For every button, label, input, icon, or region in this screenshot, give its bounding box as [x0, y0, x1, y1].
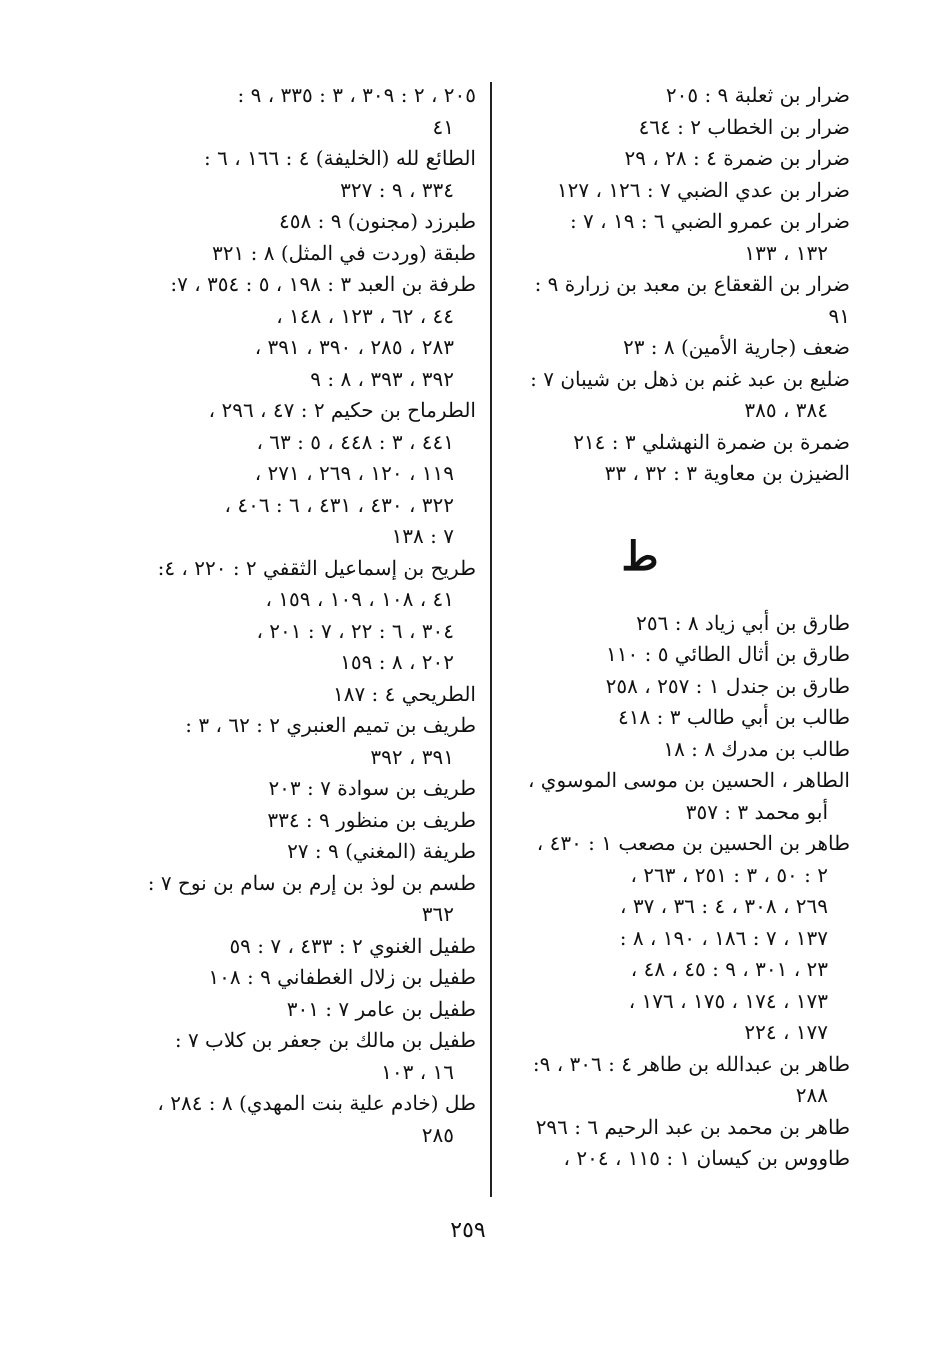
- entry-heading-line: ضرار بن عمرو الضبي ٦ : ١٩ ، ٧ :: [569, 209, 850, 233]
- entry-heading-line: طفيل بن عامر ٧ : ٣٠١: [286, 996, 476, 1021]
- entry-heading-line: ضليع بن عبد غنم بن ذهل بن شيبان ٧ :: [530, 366, 850, 391]
- entry-heading-line: ضمرة بن ضمرة النهشلي ٣ : ٢١٤: [573, 429, 850, 454]
- entry-heading-line: طريف بن منظور ٩ : ٣٣٤: [267, 807, 476, 832]
- entry-continuation-line: ٢٨٨: [795, 1083, 828, 1107]
- entries-ta-section: [520, 608, 850, 1175]
- index-entry: [520, 765, 850, 828]
- entry-heading-line: طاووس بن كيسان ١ : ١١٥ ، ٢٠٤ ،: [563, 1146, 850, 1170]
- index-entry: [520, 828, 850, 1049]
- entry-continuation-line: ٢٦٩ ، ٣٠٨ ، ٤ : ٣٦ ، ٣٧ ،: [620, 894, 828, 918]
- index-entry: [520, 175, 850, 207]
- entry-heading-line: طفيل الغنوي ٢ : ٤٣٣ ، ٧ : ٥٩: [229, 933, 476, 958]
- entry-heading-line: طريف بن تميم العنبري ٢ : ٦٢ ، ٣ :: [185, 713, 476, 737]
- entry-heading-line: طسم بن لوذ بن إرم بن سام بن نوح ٧ :: [147, 870, 476, 895]
- entry-continuation-line: ٣٦٢: [421, 902, 454, 926]
- entry-continuation-line: ٢٠٢ ، ٨ : ١٥٩: [340, 650, 454, 674]
- entry-continuation-line: ٣٩١ ، ٣٩٢: [370, 744, 454, 769]
- entry-continuation-line: ١٦ ، ١٠٣: [381, 1059, 454, 1084]
- entry-heading-line: طبقة (وردت في المثل) ٨ : ٣٢١: [212, 240, 476, 265]
- entry-continuation-line: ٤٤ ، ٦٢ ، ١٢٣ ، ١٤٨ ،: [276, 303, 454, 328]
- entry-continuation-line: ١٧٣ ، ١٧٤ ، ١٧٥ ، ١٧٦ ،: [628, 988, 828, 1013]
- entry-heading-line: طبرزد (مجنون) ٩ : ٤٥٨: [279, 209, 476, 233]
- index-entry: [520, 143, 850, 175]
- index-entry: [136, 679, 476, 711]
- index-entry: [136, 269, 476, 395]
- entry-heading-line: الطرماح بن حكيم ٢ : ٤٧ ، ٢٩٦ ،: [208, 398, 476, 422]
- entry-continuation-line: ٧ : ١٣٨: [391, 524, 454, 548]
- entry-heading-line: طرفة بن العبد ٣ : ١٩٨ ، ٥ : ٣٥٤ ، ٧:: [170, 272, 476, 296]
- entry-continuation-line: ٤١: [432, 114, 454, 139]
- index-entry: [520, 671, 850, 703]
- entry-continuation-line: ٣٣٤ ، ٩ : ٣٢٧: [340, 177, 454, 202]
- entry-heading-line: طالب بن مدرك ٨ : ١٨: [663, 736, 850, 761]
- index-entry: [136, 1025, 476, 1088]
- entry-continuation-line: ١٣٧ ، ٧ : ١٨٦ ، ١٩٠ ، ٨ :: [619, 925, 828, 950]
- index-entry: [520, 80, 850, 112]
- index-entry: [520, 734, 850, 766]
- index-entry: [136, 553, 476, 679]
- entry-continuation-line: ٢٨٥: [421, 1122, 454, 1147]
- column-divider: [490, 82, 492, 1197]
- index-entry: [520, 639, 850, 671]
- index-entry: [136, 710, 476, 773]
- index-entry: [520, 458, 850, 490]
- index-entry: [520, 702, 850, 734]
- index-entry: [136, 994, 476, 1026]
- entry-continuation-line: ٣٨٤ ، ٣٨٥: [744, 398, 828, 422]
- entry-heading-line: ضرار بن عدي الضبي ٧ : ١٢٦ ، ١٢٧: [556, 177, 850, 202]
- page-number: ٢٥٩: [450, 1218, 486, 1243]
- index-entry: [136, 80, 476, 143]
- index-entry: [136, 206, 476, 238]
- index-entry: [520, 608, 850, 640]
- entry-continuation-line: ٢٨٣ ، ٢٨٥ ، ٣٩٠ ، ٣٩١ ،: [254, 335, 454, 359]
- right-column: [520, 80, 850, 1175]
- entry-continuation-line: ٣٢٢ ، ٤٣٠ ، ٤٣١ ، ٦ : ٤٠٦ ،: [224, 492, 454, 517]
- index-entry: [520, 364, 850, 427]
- index-entry: [136, 238, 476, 270]
- index-entry: [136, 962, 476, 994]
- entry-heading-line: طاهر بن عبدالله بن طاهر ٤ : ٣٠٦ ، ٩:: [532, 1051, 850, 1076]
- entry-heading-line: طريح بن إسماعيل الثقفي ٢ : ٢٢٠ ، ٤:: [157, 555, 476, 580]
- entry-heading-line: طارق بن أبي زياد ٨ : ٢٥٦: [636, 610, 850, 635]
- entry-continuation-line: ٢٣ ، ٣٠١ ، ٩ : ٤٥ ، ٤٨ ،: [630, 957, 828, 981]
- entry-continuation-line: ٣٩٢ ، ٣٩٣ ، ٨ : ٩: [310, 366, 454, 391]
- entry-heading-line: طفيل بن مالك بن جعفر بن كلاب ٧ :: [174, 1028, 476, 1052]
- index-entry: [136, 1088, 476, 1151]
- entry-continuation-line: ٤١ ، ١٠٨ ، ١٠٩ ، ١٥٩ ،: [265, 587, 454, 611]
- section-letter-heading: ط: [621, 532, 659, 580]
- entry-heading-line: طارق بن جندل ١ : ٢٥٧ ، ٢٥٨: [605, 673, 850, 698]
- entry-heading-line: الضيزن بن معاوية ٣ : ٣٢ ، ٣٣: [604, 461, 850, 485]
- entry-heading-line: ضرار بن ضمرة ٤ : ٢٨ ، ٢٩: [624, 146, 850, 170]
- entry-heading-line: طفيل بن زلال الغطفاني ٩ : ١٠٨: [208, 965, 476, 989]
- entry-heading-line: طاهر بن الحسين بن مصعب ١ : ٤٣٠ ،: [536, 831, 850, 855]
- index-entry: [520, 1049, 850, 1112]
- index-entry: [136, 143, 476, 206]
- index-entry: [136, 836, 476, 868]
- index-entry: [520, 1112, 850, 1144]
- left-column: [136, 80, 476, 1151]
- index-entry: [136, 868, 476, 931]
- entry-continuation-line: أبو محمد ٣ : ٣٥٧: [685, 799, 828, 824]
- entry-heading-line: ضرار بن الخطاب ٢ : ٤٦٤: [638, 114, 850, 139]
- entry-continuation-line: ٤٤١ ، ٣ : ٤٤٨ ، ٥ : ٦٣ ،: [256, 429, 454, 454]
- index-entry: [520, 1143, 850, 1175]
- entry-heading-line: ٢٠٥ ، ٢ : ٣٠٩ ، ٣ : ٣٣٥ ، ٩ :: [237, 83, 476, 107]
- entry-heading-line: ضرار بن ثعلبة ٩ : ٢٠٥: [665, 83, 850, 107]
- entry-continuation-line: ١٣٢ ، ١٣٣: [744, 240, 828, 265]
- index-entry: [520, 332, 850, 364]
- entry-continuation-line: ٣٠٤ ، ٦ : ٢٢ ، ٧ : ٢٠١ ،: [256, 618, 454, 643]
- entry-heading-line: طارق بن أثال الطائي ٥ : ١١٠: [606, 642, 850, 666]
- entry-continuation-line: ١٧٧ ، ٢٢٤: [744, 1020, 828, 1044]
- index-entry: [136, 805, 476, 837]
- entry-heading-line: طالب بن أبي طالب ٣ : ٤١٨: [618, 705, 850, 729]
- entry-heading-line: الطريحي ٤ : ١٨٧: [332, 681, 476, 706]
- entry-heading-line: الطائع لله (الخليفة) ٤ : ١٦٦ ، ٦ :: [203, 146, 476, 170]
- index-entry: [520, 206, 850, 269]
- entries-dad-section: [520, 80, 850, 490]
- index-entry: [520, 112, 850, 144]
- entry-heading-line: طل (خادم علية بنت المهدي) ٨ : ٢٨٤ ،: [157, 1091, 476, 1115]
- entry-heading-line: طريف بن سوادة ٧ : ٢٠٣: [268, 776, 476, 800]
- entries-ta-continued: [136, 80, 476, 1151]
- entry-heading-line: ضرار بن القعقاع بن معبد بن زرارة ٩ : ٩١: [534, 272, 850, 328]
- entry-heading-line: طاهر بن محمد بن عبد الرحيم ٦ : ٢٩٦: [535, 1114, 850, 1139]
- index-entry: [136, 395, 476, 553]
- index-entry: [520, 427, 850, 459]
- index-entry: [136, 773, 476, 805]
- index-entry: [520, 269, 850, 332]
- entry-heading-line: الطاهر ، الحسين بن موسى الموسوي ،: [527, 768, 850, 792]
- entry-heading-line: طريفة (المغني) ٩ : ٢٧: [287, 839, 476, 863]
- entry-heading-line: ضعف (جارية الأمين) ٨ : ٢٣: [622, 335, 850, 359]
- entry-continuation-line: ٢ : ٥٠ ، ٣ : ٢٥١ ، ٢٦٣ ،: [630, 862, 828, 887]
- index-entry: [136, 931, 476, 963]
- entry-continuation-line: ١١٩ ، ١٢٠ ، ٢٦٩ ، ٢٧١ ،: [254, 461, 454, 485]
